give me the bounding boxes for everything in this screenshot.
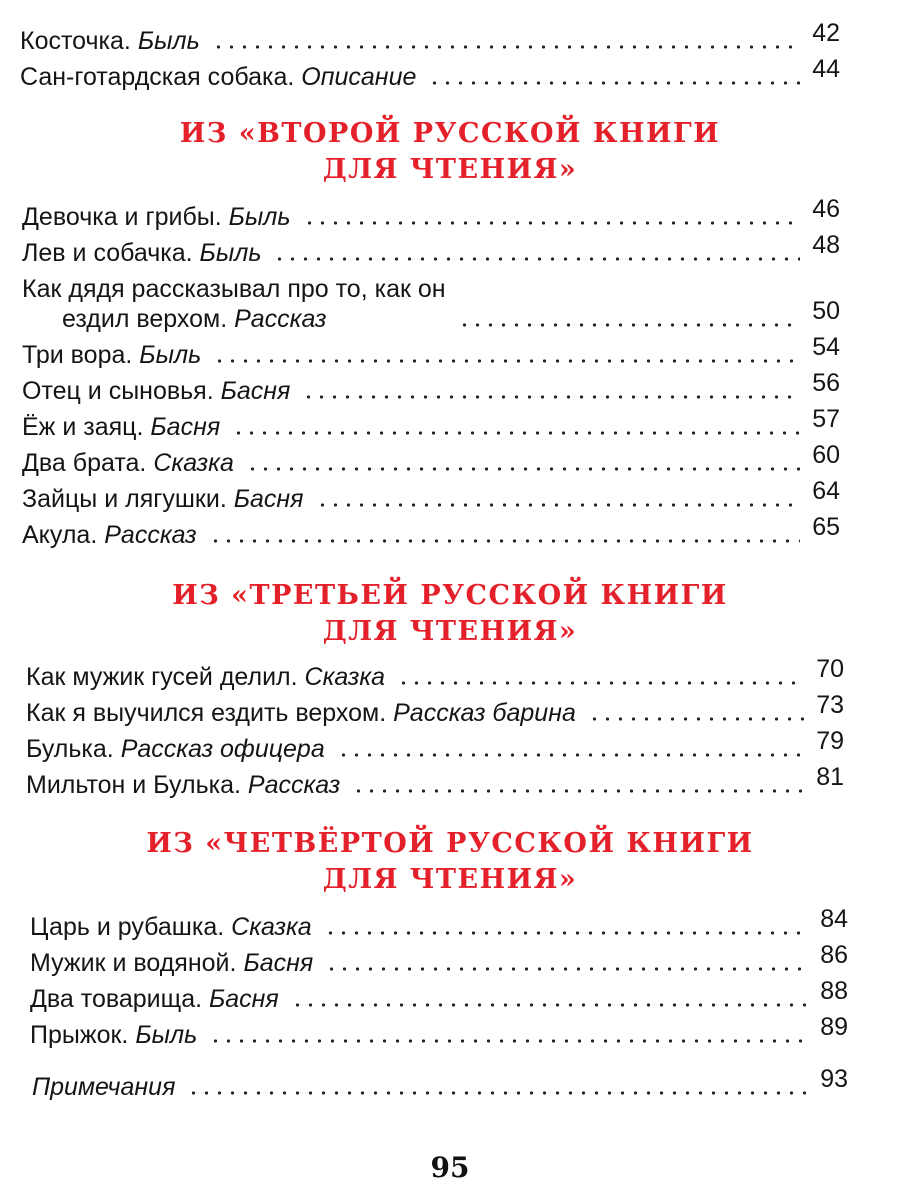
leader-dots [352, 789, 804, 793]
leader-dots [213, 359, 800, 363]
toc-entry [22, 334, 840, 370]
entry-title: Сан-готардская собака. [20, 63, 295, 91]
entry-title: Мужик и водяной. [30, 949, 237, 977]
entry-page: 84 [820, 905, 848, 933]
entry-genre: Рассказ [234, 305, 327, 333]
entry-title: Как я выучился ездить верхом. [26, 699, 387, 727]
entry-page: 50 [812, 297, 840, 325]
entry-genre: Быль [137, 27, 200, 55]
toc-entry [30, 978, 848, 1014]
toc-entry [22, 196, 840, 232]
leader-dots [397, 681, 804, 685]
leader-dots [428, 81, 800, 85]
section-heading [0, 116, 900, 188]
entry-genre: Быль [135, 1021, 198, 1049]
entry-genre: Басня [209, 985, 279, 1013]
entry-genre: Басня [150, 413, 221, 441]
entry-title: Отец и сыновья. [22, 377, 214, 405]
notes-page: 93 [820, 1065, 848, 1093]
entry-genre: Рассказ [104, 521, 197, 549]
section-heading [0, 826, 900, 898]
toc-entry [30, 906, 848, 942]
entry-title: Зайцы и лягушки. [22, 485, 227, 513]
toc-entry [20, 56, 840, 92]
entry-title: Как мужик гусей делил. [26, 663, 298, 691]
entry-title: Ёж и заяц. [22, 413, 144, 441]
leader-dots [291, 1003, 808, 1007]
entry-title: Булька. [26, 735, 114, 763]
leader-dots [303, 221, 800, 225]
entry-title: Два товарища. [30, 985, 203, 1013]
leader-dots [316, 503, 800, 507]
entry-genre: Рассказ офицера [120, 735, 325, 763]
section-heading-line: ДЛЯ ЧТЕНИЯ» [322, 616, 578, 647]
entry-page: 79 [816, 727, 844, 755]
entry-page: 56 [812, 369, 840, 397]
toc-entry [26, 764, 844, 800]
entry-title: Царь и рубашка. [30, 913, 225, 941]
entry-title: Косточка. [20, 27, 131, 55]
entry-title-line1: Как дядя рассказывал про то, как он [22, 275, 446, 303]
section-heading-line: ДЛЯ ЧТЕНИЯ» [322, 864, 578, 895]
entry-page: 42 [812, 19, 840, 47]
entry-genre: Рассказ барина [393, 699, 576, 727]
toc-entry [22, 514, 840, 550]
section-heading-line: ИЗ «ЧЕТВЁРТОЙ РУССКОЙ КНИГИ [146, 828, 754, 859]
entry-genre: Басня [233, 485, 304, 513]
entry-genre: Сказка [304, 663, 386, 691]
leader-dots [458, 323, 800, 327]
entry-title: Три вора. [22, 341, 133, 369]
entry-genre: Быль [139, 341, 202, 369]
page-number: 95 [430, 1151, 470, 1184]
entry-page: 44 [812, 55, 840, 83]
entry-page: 46 [812, 195, 840, 223]
toc-entry [22, 442, 840, 478]
entry-page: 70 [816, 655, 844, 683]
entry-page: 60 [812, 441, 840, 469]
notes-entry [32, 1066, 848, 1102]
leader-dots [588, 717, 804, 721]
entry-genre: Басня [243, 949, 314, 977]
entry-page: 65 [812, 513, 840, 541]
entry-page: 73 [816, 691, 844, 719]
entry-page: 81 [816, 763, 844, 791]
toc-entry [30, 942, 848, 978]
entry-page: 54 [812, 333, 840, 361]
entry-title: Акула. [22, 521, 98, 549]
entry-genre: Быль [228, 203, 291, 231]
entry-title: Прыжок. [30, 1021, 129, 1049]
entry-title: Мильтон и Булька. [26, 771, 241, 799]
toc-entry [22, 370, 840, 406]
entry-genre: Сказка [153, 449, 234, 477]
section-heading-line: ДЛЯ ЧТЕНИЯ» [322, 154, 578, 185]
entry-page: 86 [820, 941, 848, 969]
toc-entry [26, 656, 844, 692]
toc-entry [26, 692, 844, 728]
toc-entry [30, 1014, 848, 1050]
entry-page: 57 [812, 405, 840, 433]
entry-page: 89 [820, 1013, 848, 1041]
entry-genre: Рассказ [247, 771, 341, 799]
toc-entry [22, 478, 840, 514]
leader-dots [187, 1091, 808, 1095]
leader-dots [337, 753, 804, 757]
section-heading [0, 578, 900, 650]
entry-genre: Быль [199, 239, 262, 267]
leader-dots [209, 1039, 808, 1043]
toc-entry [26, 728, 844, 764]
entry-genre: Басня [220, 377, 291, 405]
leader-dots [232, 431, 800, 435]
entry-title: Два брата. [22, 449, 147, 477]
notes-title: Примечания [32, 1073, 176, 1101]
leader-dots [246, 467, 800, 471]
toc-entry [22, 268, 840, 334]
entry-page: 64 [812, 477, 840, 505]
toc-entry [20, 20, 840, 56]
leader-dots [302, 395, 800, 399]
leader-dots [209, 539, 800, 543]
entry-title: ездил верхом. [62, 305, 228, 333]
leader-dots [273, 257, 800, 261]
leader-dots [324, 931, 808, 935]
entry-genre: Описание [301, 63, 417, 91]
entry-page: 48 [812, 231, 840, 259]
entry-genre: Сказка [231, 913, 312, 941]
entry-title: Лев и собачка. [22, 239, 193, 267]
leader-dots [212, 45, 800, 49]
toc-entry [22, 232, 840, 268]
toc-entry [22, 406, 840, 442]
section-heading-line: ИЗ «ВТОРОЙ РУССКОЙ КНИГИ [179, 118, 721, 149]
entry-page: 88 [820, 977, 848, 1005]
section-heading-line: ИЗ «ТРЕТЬЕЙ РУССКОЙ КНИГИ [172, 580, 728, 611]
leader-dots [325, 967, 808, 971]
entry-title: Девочка и грибы. [22, 203, 222, 231]
